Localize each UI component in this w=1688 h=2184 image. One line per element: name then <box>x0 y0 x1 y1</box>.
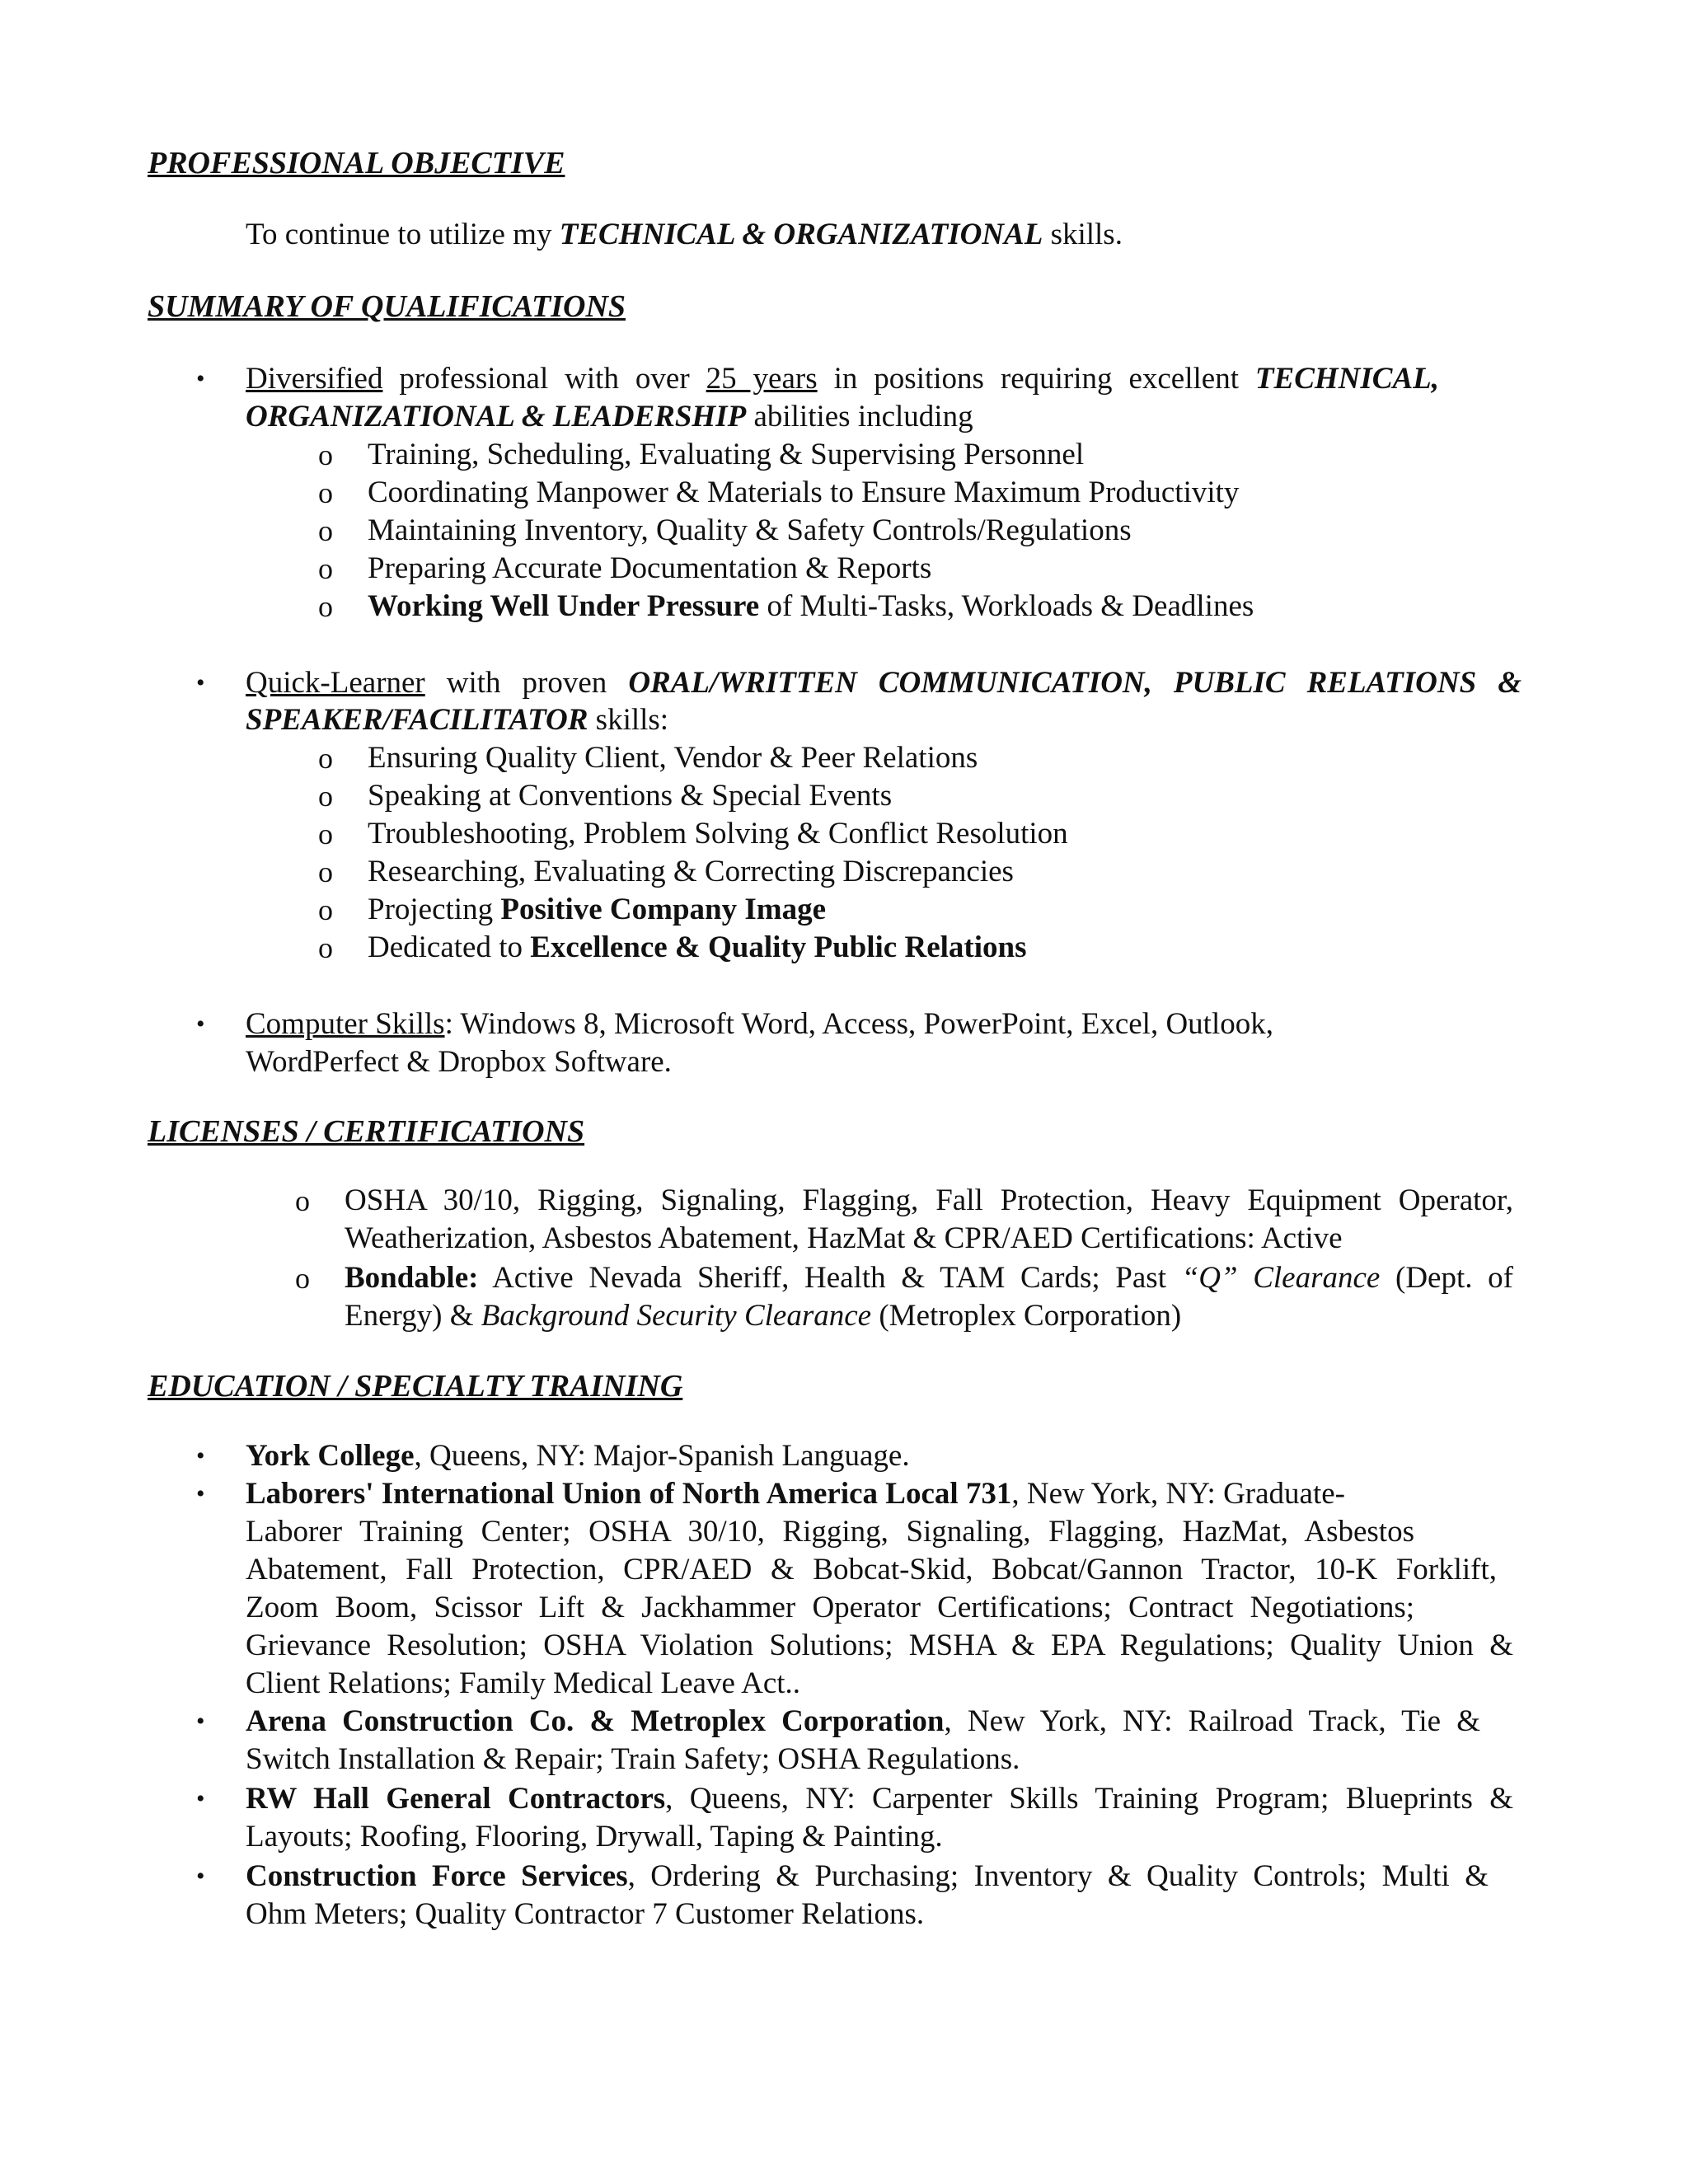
education-line: Ohm Meters; Quality Contractor 7 Customer Relations. <box>246 1897 925 1931</box>
objective-heading: PROFESSIONAL OBJECTIVE <box>148 146 565 180</box>
summary-b1-item: Working Well Under Pressure of Multi-Tasks, Workloads & Deadlines <box>368 589 1254 623</box>
circle-bullet-icon: o <box>318 590 333 623</box>
education-item: Construction Force Services, Ordering & Purchasing; Inventory & Quality Controls; Multi & <box>246 1859 1489 1893</box>
summary-b2-item: Troubleshooting, Problem Solving & Conflict Resolution <box>368 817 1068 851</box>
circle-bullet-icon: o <box>318 438 333 471</box>
summary-b1-line2: ORGANIZATIONAL & LEADERSHIP abilities including <box>246 400 973 434</box>
bullet-icon: • <box>196 1785 205 1812</box>
license-line: Energy) & Background Security Clearance (Metroplex Corporation) <box>345 1299 1182 1333</box>
education-line: Zoom Boom, Scissor Lift & Jackhammer Operator Certifications; Contract Negotiations; <box>246 1591 1414 1624</box>
summary-b2-item: Speaking at Conventions & Special Events <box>368 779 893 813</box>
education-line: Switch Installation & Repair; Train Safety; OSHA Regulations. <box>246 1742 1020 1776</box>
bullet-icon: • <box>196 669 205 696</box>
summary-b1-item: Maintaining Inventory, Quality & Safety Controls/Regulations <box>368 513 1132 547</box>
summary-b3-line1: Computer Skills: Windows 8, Microsoft Word, Access, PowerPoint, Excel, Outlook, <box>246 1007 1273 1041</box>
bullet-icon: • <box>196 1708 205 1735</box>
education-line: Abatement, Fall Protection, CPR/AED & Bobcat-Skid, Bobcat/Gannon Tractor, 10-K Forklift, <box>246 1553 1497 1586</box>
summary-b3-line2: WordPerfect & Dropbox Software. <box>246 1045 672 1079</box>
summary-b2-item: Projecting Positive Company Image <box>368 893 826 926</box>
circle-bullet-icon: o <box>318 476 333 509</box>
circle-bullet-icon: o <box>318 818 333 851</box>
bullet-icon: • <box>196 365 205 392</box>
summary-b2-line1: Quick-Learner with proven ORAL/WRITTEN COMMUNICATION, PUBLIC RELATIONS & <box>246 666 1522 700</box>
education-item: RW Hall General Contractors, Queens, NY: Carpenter Skills Training Program; Blueprints & <box>246 1782 1513 1816</box>
summary-b1-item: Training, Scheduling, Evaluating & Supervising Personnel <box>368 438 1085 471</box>
education-line: Layouts; Roofing, Flooring, Drywall, Taping & Painting. <box>246 1820 943 1854</box>
circle-bullet-icon: o <box>295 1184 310 1217</box>
circle-bullet-icon: o <box>318 893 333 926</box>
bullet-icon: • <box>196 1442 205 1469</box>
education-line: Laborer Training Center; OSHA 30/10, Rigging, Signaling, Flagging, HazMat, Asbestos <box>246 1515 1414 1549</box>
summary-b1-item: Coordinating Manpower & Materials to Ensure Maximum Productivity <box>368 476 1240 509</box>
summary-b2-item: Dedicated to Excellence & Quality Public Relations <box>368 930 1027 964</box>
circle-bullet-icon: o <box>318 780 333 813</box>
summary-b2-item: Ensuring Quality Client, Vendor & Peer Relations <box>368 741 978 775</box>
education-heading: EDUCATION / SPECIALTY TRAINING <box>148 1369 683 1404</box>
summary-b2-line2: SPEAKER/FACILITATOR skills: <box>246 703 669 737</box>
education-line: Grievance Resolution; OSHA Violation Solutions; MSHA & EPA Regulations; Quality Union & <box>246 1629 1513 1662</box>
licenses-heading: LICENSES / CERTIFICATIONS <box>148 1114 585 1149</box>
summary-b2-item: Researching, Evaluating & Correcting Discrepancies <box>368 855 1014 888</box>
license-line: Weatherization, Asbestos Abatement, HazMat & CPR/AED Certifications: Active <box>345 1221 1343 1255</box>
bullet-icon: • <box>196 1480 205 1507</box>
summary-heading: SUMMARY OF QUALIFICATIONS <box>148 289 626 324</box>
circle-bullet-icon: o <box>318 742 333 775</box>
education-item: Laborers' International Union of North America Local 731, New York, NY: Graduate- <box>246 1477 1345 1511</box>
summary-b1-line1: Diversified professional with over 25 years in positions requiring excellent TECHNICAL, <box>246 362 1439 396</box>
circle-bullet-icon: o <box>318 514 333 547</box>
circle-bullet-icon: o <box>318 552 333 585</box>
education-item: York College, Queens, NY: Major-Spanish Language. <box>246 1439 910 1473</box>
summary-b1-item: Preparing Accurate Documentation & Reports <box>368 551 932 585</box>
bullet-icon: • <box>196 1010 205 1038</box>
license-line: Bondable: Active Nevada Sheriff, Health & TAM Cards; Past “Q” Clearance (Dept. of <box>345 1261 1513 1295</box>
license-line: OSHA 30/10, Rigging, Signaling, Flagging, Fall Protection, Heavy Equipment Operator, <box>345 1183 1513 1217</box>
circle-bullet-icon: o <box>318 931 333 964</box>
education-line: Client Relations; Family Medical Leave Act.. <box>246 1666 801 1700</box>
education-item: Arena Construction Co. & Metroplex Corporation, New York, NY: Railroad Track, Tie & <box>246 1704 1481 1738</box>
objective-text: To continue to utilize my TECHNICAL & ORGANIZATIONAL skills. <box>246 218 1123 251</box>
circle-bullet-icon: o <box>295 1262 310 1295</box>
circle-bullet-icon: o <box>318 855 333 888</box>
bullet-icon: • <box>196 1863 205 1890</box>
